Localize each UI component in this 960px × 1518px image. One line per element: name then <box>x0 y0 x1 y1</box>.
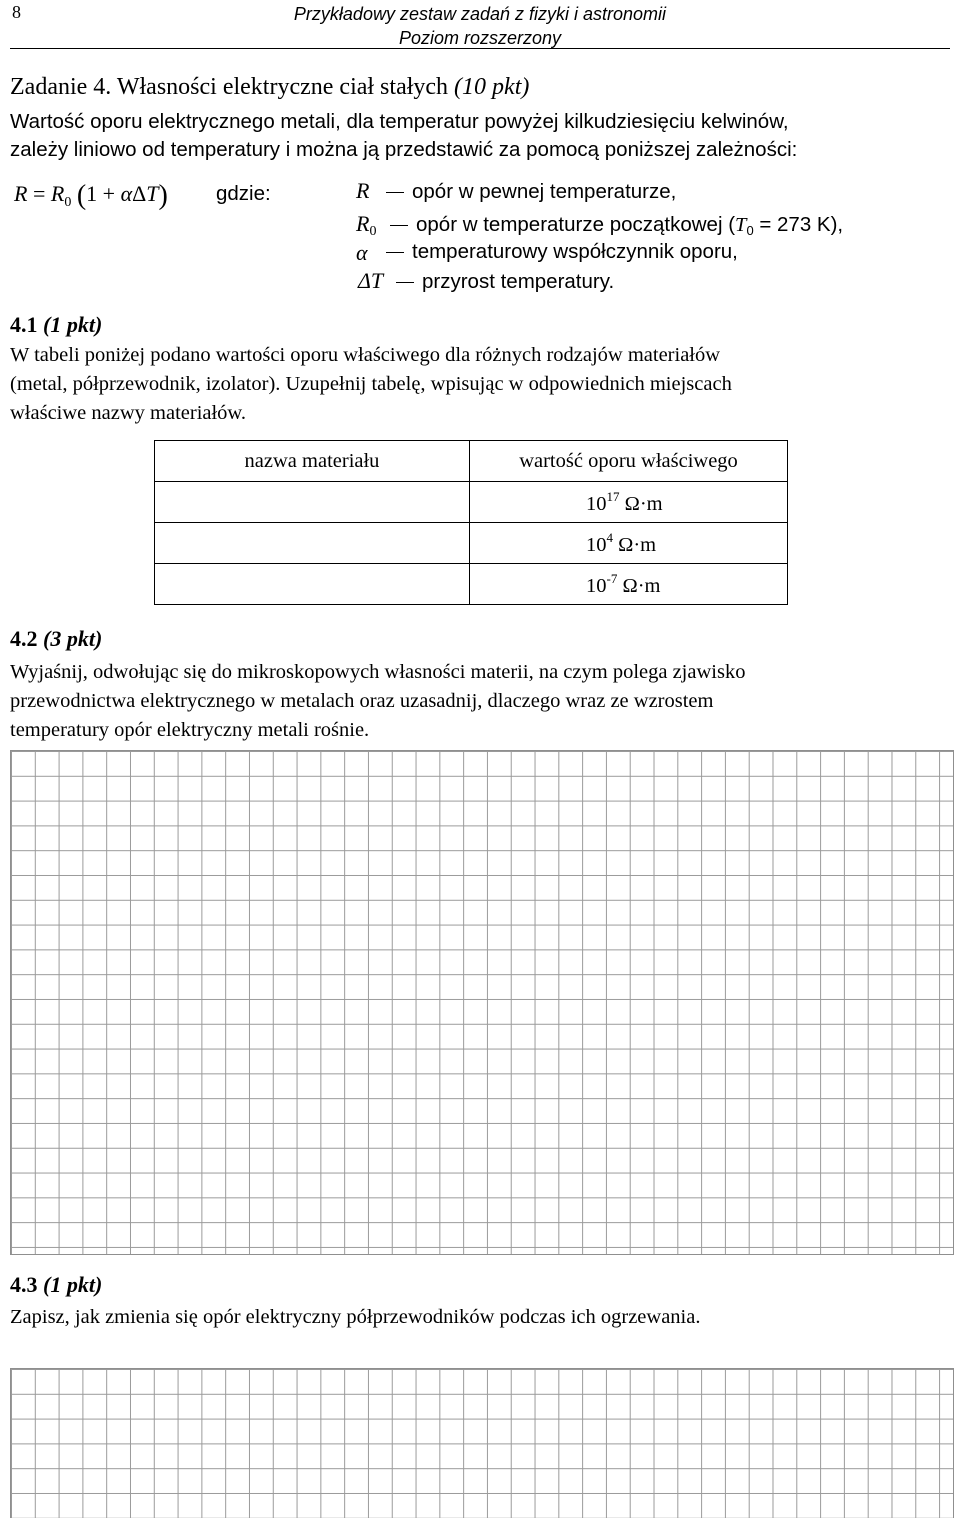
header-divider <box>10 48 950 49</box>
task-title <box>10 72 529 102</box>
text-line: właściwe nazwy materiałów. <box>10 402 247 424</box>
formula-delta: Δ <box>132 181 147 206</box>
resistance-formula <box>14 180 168 212</box>
material-name-cell[interactable] <box>155 482 470 523</box>
def-text: opór w pewnej temperaturze, <box>386 180 676 204</box>
task-points: (10 pkt) <box>454 74 530 100</box>
page-number: 8 <box>12 2 21 22</box>
answer-grid-4-3[interactable] <box>10 1368 954 1518</box>
def-symbol: R <box>356 178 370 203</box>
answer-grid-4-2[interactable] <box>10 750 954 1255</box>
header-title: Przykładowy zestaw zadań z fizyki i astronomii <box>293 4 667 24</box>
page-header <box>0 2 960 50</box>
table-row <box>155 564 788 605</box>
def-symbol: α <box>356 240 368 265</box>
resistivity-cell: $10^{-7}$ Ω·m <box>470 564 788 605</box>
resistivity-cell: $10^4$ Ω·m <box>470 523 788 564</box>
text-line: (metal, półprzewodnik, izolator). Uzupełnij tabelę, wpisując w odpowiednich miejscach <box>10 373 732 395</box>
formula-r: R <box>14 181 28 206</box>
material-name-cell[interactable] <box>155 523 470 564</box>
table-header-row <box>155 441 788 482</box>
formula-close-paren: ) <box>158 180 168 211</box>
table-row <box>155 523 788 564</box>
def-symbol: $R_0$ <box>356 211 377 239</box>
formula-plus: + <box>102 181 116 206</box>
question-4-1-text <box>10 341 952 428</box>
where-label: gdzie: <box>216 182 271 205</box>
question-4-2-text <box>10 658 952 745</box>
header-material-name: nazwa materiału <box>155 441 470 482</box>
formula-one: 1 <box>86 181 98 206</box>
intro-line: zależy liniowo od temperatury i można ją przedstawić za pomocą poniższej zależności: <box>10 138 798 161</box>
def-text: opór w temperaturze początkowej ($T_0 = 273$ K), <box>390 213 843 238</box>
table-row <box>155 482 788 523</box>
text-line: temperatury opór elektryczny metali rośnie. <box>10 719 370 741</box>
formula-t: T <box>146 181 159 206</box>
question-4-1-heading: 4.1 (1 pkt) <box>10 312 103 337</box>
text-line: W tabeli poniżej podano wartości oporu właściwego dla różnych rodzajów materiałów <box>10 344 721 366</box>
intro-line: Wartość oporu elektrycznego metali, dla temperatur powyżej kilkudziesięciu kelwinów, <box>10 110 789 133</box>
formula-r0: R <box>50 181 65 206</box>
text-line: Wyjaśnij, odwołując się do mikroskopowych własności materii, na czym polega zjawisko <box>10 661 746 683</box>
question-4-3-heading: 4.3 (1 pkt) <box>10 1272 103 1297</box>
def-text: przyrost temperatury. <box>396 270 614 294</box>
text-line: przewodnictwa elektrycznego w metalach oraz uzasadnij, dlaczego wraz ze wzrostem <box>10 690 714 712</box>
def-symbol: ΔT <box>358 268 384 293</box>
formula-equals: = <box>32 181 46 206</box>
task-title-text: Zadanie 4. Własności elektryczne ciał stałych <box>10 74 449 100</box>
header-level: Poziom rozszerzony <box>398 28 562 48</box>
formula-r0-sub: 0 <box>64 195 72 210</box>
formula-open-paren: ( <box>76 180 87 211</box>
question-4-2-heading: 4.2 (3 pkt) <box>10 626 103 651</box>
text-line: Zapisz, jak zmienia się opór elektryczny półprzewodników podczas ich ogrzewania. <box>10 1306 701 1328</box>
header-resistivity: wartość oporu właściwego <box>470 441 788 482</box>
question-4-3-text <box>10 1303 952 1332</box>
formula-alpha: α <box>120 181 133 206</box>
task-intro <box>10 108 952 164</box>
material-name-cell[interactable] <box>155 564 470 605</box>
resistivity-table <box>154 440 788 605</box>
resistivity-cell: $10^{17}$ Ω·m <box>470 482 788 523</box>
def-text: temperaturowy współczynnik oporu, <box>386 240 738 264</box>
